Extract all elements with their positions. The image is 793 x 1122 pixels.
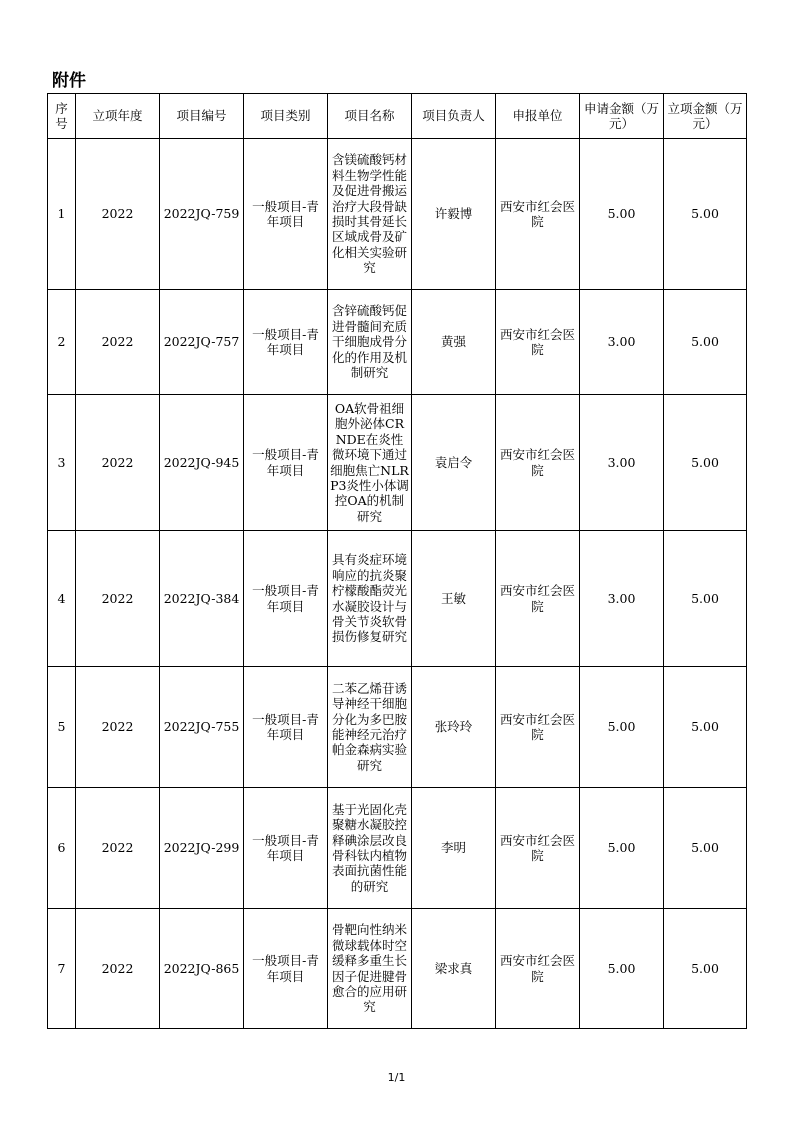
table-row	[48, 909, 747, 1029]
cell-year: 2022	[76, 909, 160, 1029]
cell-applied-amount: 3.00	[580, 531, 664, 667]
cell-category: 一般项目-青年项目	[244, 531, 328, 667]
cell-index: 7	[48, 909, 76, 1029]
cell-code: 2022JQ-755	[160, 667, 244, 788]
cell-year: 2022	[76, 395, 160, 531]
col-header-unit: 申报单位	[496, 94, 580, 139]
cell-code: 2022JQ-865	[160, 909, 244, 1029]
page-number: 1/1	[387, 1071, 406, 1084]
cell-approved-amount: 5.00	[664, 531, 747, 667]
cell-applied-amount: 5.00	[580, 788, 664, 909]
cell-leader: 袁启令	[412, 395, 496, 531]
cell-leader: 梁求真	[412, 909, 496, 1029]
table-row	[48, 395, 747, 531]
cell-unit: 西安市红会医院	[496, 531, 580, 667]
col-header-applied-amount: 申请金额（万元）	[580, 94, 664, 139]
cell-project-name: 骨靶向性纳米微球载体时空缓释多重生长因子促进腱骨愈合的应用研究	[328, 909, 412, 1029]
col-header-code: 项目编号	[160, 94, 244, 139]
col-header-project-name: 项目名称	[328, 94, 412, 139]
cell-category: 一般项目-青年项目	[244, 139, 328, 290]
cell-year: 2022	[76, 531, 160, 667]
cell-index: 6	[48, 788, 76, 909]
cell-year: 2022	[76, 788, 160, 909]
cell-index: 3	[48, 395, 76, 531]
cell-category: 一般项目-青年项目	[244, 909, 328, 1029]
cell-category: 一般项目-青年项目	[244, 395, 328, 531]
table-row	[48, 667, 747, 788]
cell-applied-amount: 3.00	[580, 395, 664, 531]
cell-category: 一般项目-青年项目	[244, 290, 328, 395]
col-header-category: 项目类别	[244, 94, 328, 139]
table-row	[48, 290, 747, 395]
cell-year: 2022	[76, 290, 160, 395]
cell-category: 一般项目-青年项目	[244, 788, 328, 909]
cell-applied-amount: 5.00	[580, 667, 664, 788]
col-header-year: 立项年度	[76, 94, 160, 139]
cell-index: 5	[48, 667, 76, 788]
cell-code: 2022JQ-299	[160, 788, 244, 909]
cell-leader: 张玲玲	[412, 667, 496, 788]
table-row	[48, 788, 747, 909]
cell-leader: 李明	[412, 788, 496, 909]
table-row	[48, 139, 747, 290]
cell-applied-amount: 3.00	[580, 290, 664, 395]
cell-unit: 西安市红会医院	[496, 395, 580, 531]
project-table	[47, 93, 747, 1029]
cell-unit: 西安市红会医院	[496, 909, 580, 1029]
cell-leader: 黄强	[412, 290, 496, 395]
header-row	[48, 94, 747, 139]
cell-project-name: 基于光固化壳聚糖水凝胶控释碘涂层改良骨科钛内植物表面抗菌性能的研究	[328, 788, 412, 909]
cell-project-name: 含锌硫酸钙促进骨髓间充质干细胞成骨分化的作用及机制研究	[328, 290, 412, 395]
cell-approved-amount: 5.00	[664, 667, 747, 788]
cell-category: 一般项目-青年项目	[244, 667, 328, 788]
col-header-index: 序号	[48, 94, 76, 139]
col-header-leader: 项目负责人	[412, 94, 496, 139]
cell-approved-amount: 5.00	[664, 395, 747, 531]
cell-unit: 西安市红会医院	[496, 667, 580, 788]
cell-code: 2022JQ-757	[160, 290, 244, 395]
cell-unit: 西安市红会医院	[496, 788, 580, 909]
cell-index: 4	[48, 531, 76, 667]
col-header-approved-amount: 立项金额（万元）	[664, 94, 747, 139]
cell-project-name: 含镁硫酸钙材料生物学性能及促进骨搬运治疗大段骨缺损时其骨延长区域成骨及矿化相关实验研究	[328, 139, 412, 290]
cell-applied-amount: 5.00	[580, 139, 664, 290]
cell-unit: 西安市红会医院	[496, 290, 580, 395]
cell-applied-amount: 5.00	[580, 909, 664, 1029]
cell-approved-amount: 5.00	[664, 909, 747, 1029]
cell-approved-amount: 5.00	[664, 290, 747, 395]
document-title: 附件	[52, 71, 86, 91]
cell-project-name: OA软骨祖细胞外泌体CRNDE在炎性微环境下通过细胞焦亡NLRP3炎性小体调控OA的机制研究	[328, 395, 412, 531]
cell-year: 2022	[76, 139, 160, 290]
cell-project-name: 二苯乙烯苷诱导神经干细胞分化为多巴胺能神经元治疗帕金森病实验研究	[328, 667, 412, 788]
cell-code: 2022JQ-384	[160, 531, 244, 667]
cell-code: 2022JQ-945	[160, 395, 244, 531]
cell-year: 2022	[76, 667, 160, 788]
cell-approved-amount: 5.00	[664, 139, 747, 290]
table-row	[48, 531, 747, 667]
cell-code: 2022JQ-759	[160, 139, 244, 290]
cell-approved-amount: 5.00	[664, 788, 747, 909]
cell-index: 2	[48, 290, 76, 395]
cell-leader: 许毅博	[412, 139, 496, 290]
cell-unit: 西安市红会医院	[496, 139, 580, 290]
cell-project-name: 具有炎症环境响应的抗炎聚柠檬酸酯荧光水凝胶设计与骨关节炎软骨损伤修复研究	[328, 531, 412, 667]
cell-leader: 王敏	[412, 531, 496, 667]
cell-index: 1	[48, 139, 76, 290]
